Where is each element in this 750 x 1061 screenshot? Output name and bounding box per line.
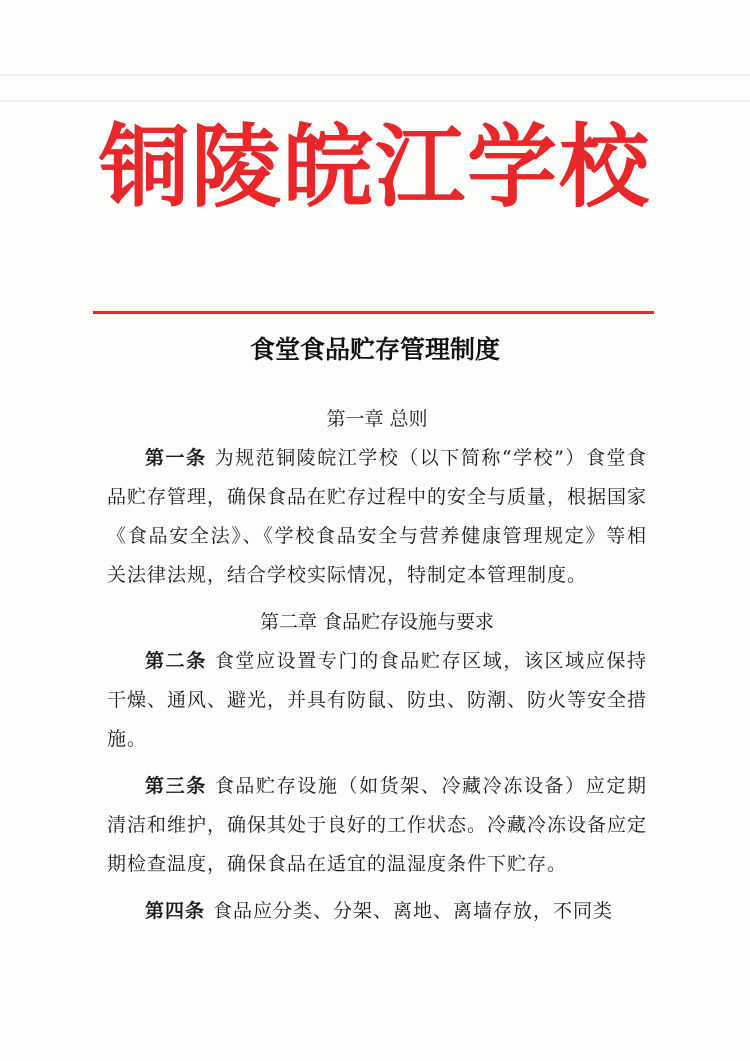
article-text: 为规范铜陵皖江学校（以下简称“学校”）食堂食品贮存管理，确保食品在贮存过程中的安全与质量，根据国家《食品安全法》、《学校食品安全与营养健康管理规定》等相关法律法规，结合学校实际情况，特制定本管理制度。 xyxy=(107,447,648,586)
article-label: 第二条 xyxy=(145,650,207,672)
document-body xyxy=(107,400,647,939)
scan-artifact-line xyxy=(0,74,750,76)
article-text: 食品贮存设施（如货架、冷藏冷冻设备）应定期清洁和维护，确保其处于良好的工作状态。冷藏冷冻设备应定期检查温度，确保食品在适宜的温湿度条件下贮存。 xyxy=(107,775,648,875)
scan-artifact-line xyxy=(0,100,750,102)
article-paragraph xyxy=(107,439,647,595)
chapter-heading: 第一章 总则 xyxy=(326,408,428,430)
article-paragraph xyxy=(107,892,647,931)
article-paragraph xyxy=(107,642,647,759)
letterhead-red-rule xyxy=(93,311,654,314)
article-paragraph xyxy=(107,767,647,884)
article-label: 第三条 xyxy=(145,775,207,797)
article-text: 食品应分类、分架、离地、离墙存放，不同类 xyxy=(213,900,614,922)
article-label: 第四条 xyxy=(145,900,206,922)
article-label: 第一条 xyxy=(145,447,207,469)
article-text: 食堂应设置专门的食品贮存区域，该区域应保持干燥、通风、避光，并具有防鼠、防虫、防潮、防火等安全措施。 xyxy=(107,650,648,750)
document-title: 食堂食品贮存管理制度 xyxy=(249,335,500,364)
letterhead-school-name: 铜陵皖江学校 xyxy=(99,115,651,220)
chapter-heading: 第二章 食品贮存设施与要求 xyxy=(259,611,495,633)
